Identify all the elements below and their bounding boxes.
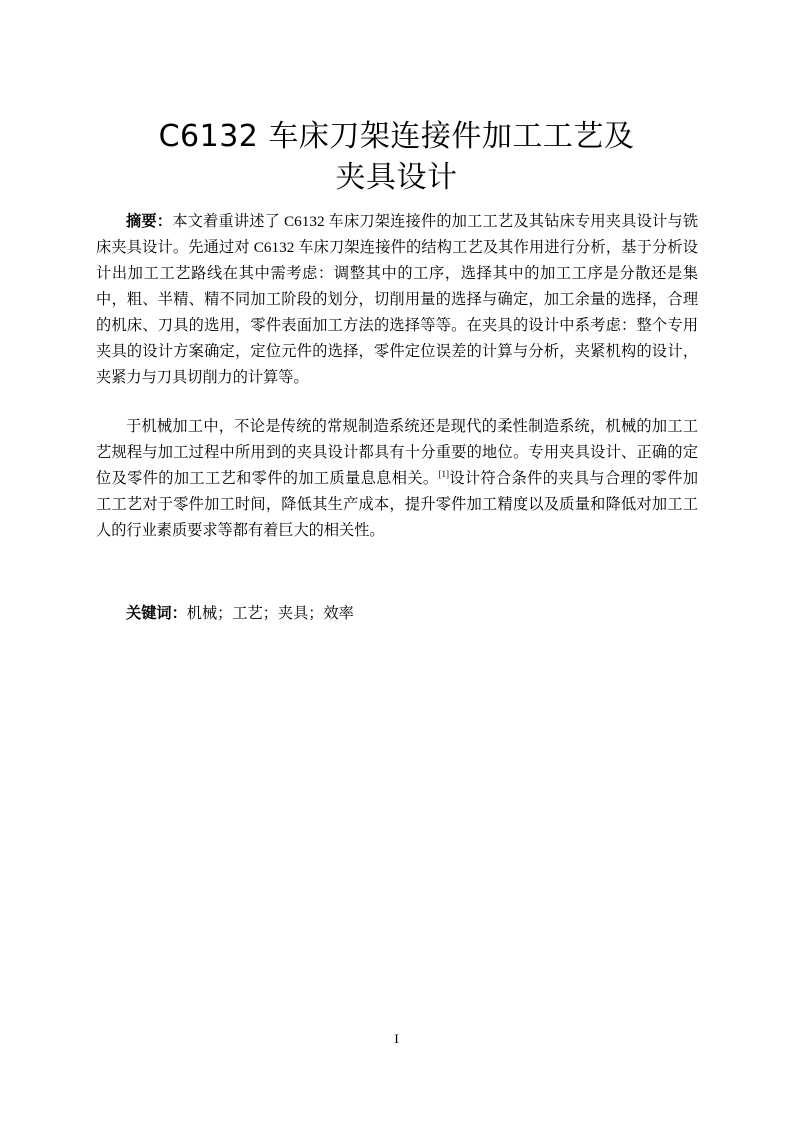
title-line-2: 夹具设计: [335, 160, 458, 195]
body-paragraph-text-after: 设计符合条件的夹具与合理的零件加工工艺对于零件加工时间，降低其生产成本，提升零件加工精度以及质量和降低对加工工人的行业素质要求等都有着巨大的相关性。: [96, 470, 699, 539]
abstract-text: 本文着重讲述了 C6132 车床刀架连接件的加工工艺及其钻床专用夹具设计与铣床夹具设计。先通过对 C6132 车床刀架连接件的结构工艺及其作用进行分析，基于分析设计出加工工艺路线在其中需考虑：调整其中的工序，选择其中的加工工序是分散还是集中，粗、半精、精不同加工阶段的划分，切削用量的选择与确定，加工余量的选择，合理的机床、刀具的选用，零件表面加工方法的选择等等。在夹具的设计中系考虑：整个专用夹具的设计方案确定，定位元件的选择，零件定位误差的计算与分析，夹紧机构的设计，夹紧力与刀具切削力的计算等。: [96, 213, 699, 386]
keywords-label: 关键词：: [126, 605, 187, 622]
citation-reference: [1]: [438, 468, 449, 479]
keywords-line: [126, 601, 354, 627]
body-paragraph: [96, 414, 698, 544]
abstract-paragraph: [96, 209, 698, 391]
abstract-label: 摘要：: [126, 213, 173, 230]
body-paragraph-text-before: 于机械加工中，不论是传统的常规制造系统还是现代的柔性制造系统，机械的加工工艺规程与加工过程中所用到的夹具设计都具有十分重要的地位。专用夹具设计、正确的定位及零件的加工工艺和零件的加工质量息息相关。: [96, 418, 698, 487]
title-line-1: C6132 车床刀架连接件加工工艺及: [158, 119, 635, 154]
page-number: I: [394, 1031, 399, 1046]
keywords-text: 机械；工艺；夹具；效率: [186, 605, 354, 622]
